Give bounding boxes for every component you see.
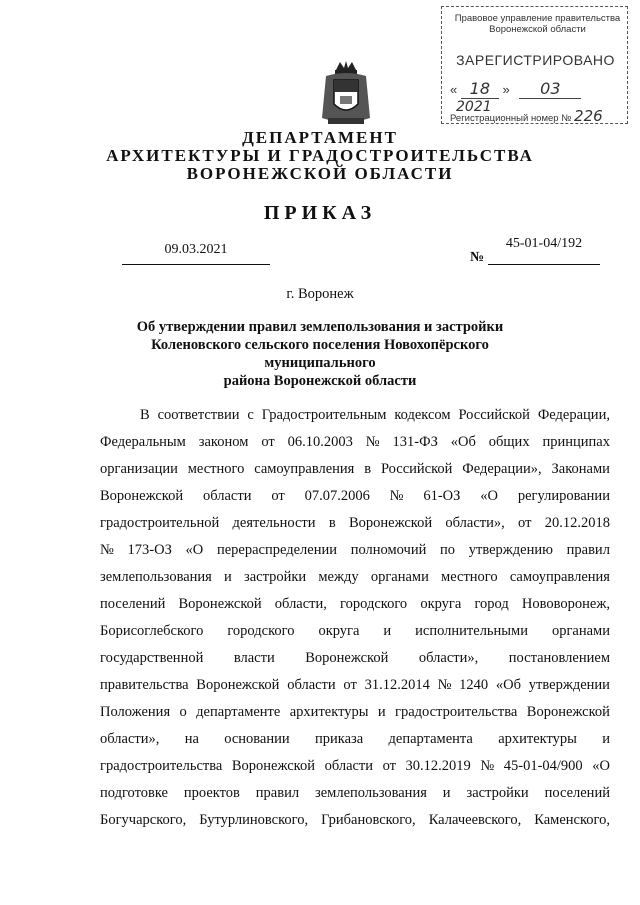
body-word: Воронежской [526, 704, 610, 720]
body-word: Воронежской [196, 677, 280, 693]
subject-line-2: Коленовского сельского поселения Новохопёрского муниципального [151, 337, 489, 371]
body-word: правил [255, 785, 300, 801]
body-word: Градостроительным [261, 407, 387, 423]
body-word: городского [227, 623, 295, 639]
department-line-3: ВОРОНЕЖСКОЙ ОБЛАСТИ [186, 164, 454, 183]
body-word: деятельности [232, 515, 316, 531]
body-word: от [382, 758, 396, 774]
body-word: области [324, 758, 374, 774]
body-word: Федеральным [100, 434, 186, 450]
department-line-1: ДЕПАРТАМЕНТ [242, 128, 398, 147]
body-word: от [271, 488, 285, 504]
body-word: области [287, 677, 336, 693]
body-word: Российской [458, 407, 530, 423]
body-word: Положения [100, 704, 171, 720]
body-word: поселений [100, 596, 166, 612]
body-word: утверждению [468, 542, 553, 558]
body-word: области», [100, 731, 160, 747]
body-word: «О [592, 758, 610, 774]
stamp-date-month: 03 [519, 79, 581, 99]
body-word: исполнительными [415, 623, 528, 639]
body-word: «Об [495, 677, 522, 693]
body-word: застройки [244, 569, 307, 585]
body-word: 1240 [459, 677, 489, 693]
body-word: Воронежской [178, 596, 262, 612]
body-word: и [442, 785, 451, 801]
body-word: 45-01-04/900 [503, 758, 583, 774]
body-line [100, 645, 610, 672]
body-line [100, 402, 610, 429]
body-line [100, 672, 610, 699]
body-word: кодексом [394, 407, 451, 423]
stamp-registered: ЗАРЕГИСТРИРОВАНО [456, 52, 615, 68]
stamp-authority-line1: Правовое управление правительства [454, 13, 621, 24]
body-word: 20.12.2018 [544, 515, 610, 531]
body-word: Федерации, [537, 407, 610, 423]
body-line [100, 699, 610, 726]
body-word: соответствии [157, 407, 240, 423]
order-body [100, 402, 610, 834]
body-word: органами [551, 623, 610, 639]
body-word: Бутурлиновского, [199, 812, 309, 828]
document-type-title: ПРИКАЗ [263, 202, 377, 224]
stamp-authority-line2: Воронежской области [489, 24, 586, 35]
body-word: Воронежской [305, 650, 389, 666]
stamp-number [450, 107, 625, 125]
body-word: законом [198, 434, 249, 450]
body-word: полномочий [350, 542, 427, 558]
body-line [100, 780, 610, 807]
body-word: поселений [544, 785, 610, 801]
body-word: градостроительной [100, 515, 220, 531]
body-word: области», [445, 515, 505, 531]
body-word: с [247, 407, 254, 423]
department-line-2: АРХИТЕКТУРЫ И ГРАДОСТРОИТЕЛЬСТВА [106, 146, 534, 165]
body-word: проектов [183, 785, 240, 801]
body-word: в [328, 515, 336, 531]
body-word: 173-ОЗ [127, 542, 172, 558]
subject-line-1: Об утверждении правил землепользования и застройки [136, 319, 504, 335]
stamp-authority [450, 13, 625, 35]
body-word: государственной [100, 650, 204, 666]
body-word: в [364, 461, 372, 477]
body-word: организации [100, 461, 178, 477]
body-word: землепользования [100, 569, 212, 585]
body-word: принципах [542, 434, 610, 450]
body-word: от [343, 677, 357, 693]
body-word: 06.10.2003 [287, 434, 353, 450]
body-word: области [202, 488, 252, 504]
body-line [100, 537, 610, 564]
body-line [100, 618, 610, 645]
stamp-date-close-quote: » [502, 82, 510, 97]
body-word: и [602, 731, 610, 747]
body-word: Воронежской [231, 758, 316, 774]
body-word: Калачеевского, [428, 812, 522, 828]
body-word: В [140, 407, 150, 423]
body-word: постановлением [508, 650, 610, 666]
body-line [100, 753, 610, 780]
body-word: «Об [450, 434, 476, 450]
body-word: перераспределении [216, 542, 337, 558]
body-word: власти [233, 650, 275, 666]
stamp-number-value: 226 [574, 107, 603, 125]
body-word: Грибановского, [321, 812, 416, 828]
stamp-date-day: 18 [461, 79, 499, 99]
body-word: архитектуры [289, 704, 369, 720]
body-word: правительства [100, 677, 189, 693]
body-line [100, 429, 610, 456]
body-word: Российской [380, 461, 453, 477]
body-word: Законами [551, 461, 610, 477]
subject-line-3: района Воронежской области [223, 373, 417, 389]
body-word: № [100, 542, 114, 558]
body-word: округа [318, 623, 360, 639]
body-word: городского [340, 596, 408, 612]
body-word: № [437, 677, 452, 693]
body-word: 07.07.2006 [304, 488, 370, 504]
body-word: Федерации», [462, 461, 542, 477]
order-number-sign: № [470, 250, 485, 265]
body-word: «О [185, 542, 204, 558]
body-word: приказа [314, 731, 364, 747]
body-word: № [480, 758, 495, 774]
body-word: самоуправления [509, 569, 610, 585]
body-word: самоуправления [254, 461, 355, 477]
body-line [100, 483, 610, 510]
body-word: 61-ОЗ [423, 488, 461, 504]
order-number: 45-01-04/192 [488, 236, 600, 265]
body-word: Воронежской [348, 515, 433, 531]
body-word: Борисоглебского [100, 623, 204, 639]
body-word: утверждении [528, 677, 610, 693]
body-word: градостроительства [395, 704, 518, 720]
body-word: 131-ФЗ [392, 434, 438, 450]
stamp-number-label: Регистрационный номер № [450, 113, 572, 124]
body-word: подготовке [100, 785, 168, 801]
registration-stamp [441, 6, 628, 124]
body-word: Воронежской [100, 488, 184, 504]
body-word: между [318, 569, 359, 585]
body-word: землепользования [315, 785, 427, 801]
body-word: на [184, 731, 199, 747]
body-line [100, 564, 610, 591]
body-word: регулировании [517, 488, 610, 504]
body-word: градостроительства [100, 758, 223, 774]
body-word: «О [480, 488, 498, 504]
body-word: 31.12.2014 [364, 677, 430, 693]
order-date: 09.03.2021 [122, 242, 270, 265]
body-line [100, 726, 610, 753]
body-word: и [383, 623, 392, 639]
body-word: местного [187, 461, 245, 477]
city: г. Воронеж [286, 286, 354, 302]
body-line [100, 807, 610, 834]
body-word: органами [370, 569, 429, 585]
body-word: Нововоронеж, [521, 596, 610, 612]
body-word: от [518, 515, 532, 531]
coat-of-arms-emblem [318, 60, 374, 128]
body-word: округа [420, 596, 462, 612]
body-word: департаменте [196, 704, 281, 720]
body-word: общих [488, 434, 530, 450]
body-word: 30.12.2019 [405, 758, 471, 774]
body-word: правил [566, 542, 610, 558]
body-line [100, 456, 610, 483]
body-word: застройки [466, 785, 529, 801]
body-word: области», [418, 650, 479, 666]
body-word: о [179, 704, 187, 720]
body-word: и [377, 704, 386, 720]
stamp-date-open-quote: « [450, 82, 458, 97]
body-word: и [224, 569, 232, 585]
body-word: город [474, 596, 509, 612]
body-word: департамента [388, 731, 473, 747]
body-word: № [365, 434, 380, 450]
body-line [100, 510, 610, 537]
body-word: Каменского, [534, 812, 610, 828]
stamp-date-year: 2021 [456, 99, 492, 115]
body-line [100, 591, 610, 618]
body-word: от [261, 434, 275, 450]
order-subject [100, 318, 540, 390]
body-word: по [440, 542, 456, 558]
body-word: области, [274, 596, 327, 612]
body-word: архитектуры [498, 731, 577, 747]
body-word: основании [224, 731, 290, 747]
body-word: № [389, 488, 404, 504]
body-word: Богучарского, [100, 812, 187, 828]
body-word: местного [441, 569, 498, 585]
